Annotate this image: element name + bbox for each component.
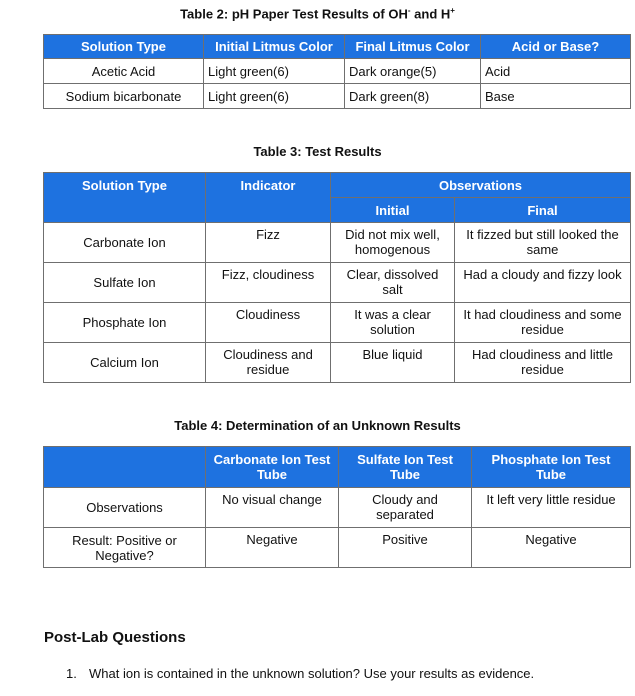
table3-cell-type: Carbonate Ion [44,223,206,263]
table2-cell: Dark orange(5) [345,59,481,84]
table3-cell-indicator: Fizz [206,223,331,263]
table3-cell-indicator: Fizz, cloudiness [206,263,331,303]
table4 [43,446,631,568]
table4-cell: Cloudy and separated [339,488,472,528]
table3-header-indicator: Indicator [206,173,331,223]
table2-caption: Table 2: pH Paper Test Results of OH- and H+ [180,6,455,22]
table3-cell-indicator: Cloudiness [206,303,331,343]
question-number: 1. [66,666,77,681]
table3-cell-initial: It was a clear solution [331,303,455,343]
table4-cell: Negative [472,528,631,568]
table4-cell: It left very little residue [472,488,631,528]
table3-cell-type: Calcium Ion [44,343,206,383]
table2-header-initial-color: Initial Litmus Color [204,35,345,59]
table4-row-label: Result: Positive or Negative? [44,528,206,568]
table-row [44,84,631,109]
postlab-heading: Post-Lab Questions [44,629,186,646]
table2-header-acid-or-base: Acid or Base? [481,35,631,59]
table3-cell-final: Had cloudiness and little residue [455,343,631,383]
table-row [44,528,631,568]
table4-caption: Table 4: Determination of an Unknown Results [174,418,461,433]
table4-cell: Negative [206,528,339,568]
table3-cell-initial: Blue liquid [331,343,455,383]
table2-cell: Light green(6) [204,84,345,109]
table3-header-observations: Observations [331,173,631,198]
table3-header-solution-type: Solution Type [44,173,206,223]
table2 [43,34,631,109]
table-row [44,263,631,303]
table2-header-solution-type: Solution Type [44,35,204,59]
table2-cell: Sodium bicarbonate [44,84,204,109]
table2-cell: Acid [481,59,631,84]
table4-cell: Positive [339,528,472,568]
question-text: What ion is contained in the unknown solution? Use your results as evidence. [89,666,535,681]
table4-header-blank [44,447,206,488]
table2-header-final-color: Final Litmus Color [345,35,481,59]
table3-cell-type: Phosphate Ion [44,303,206,343]
table3-header-final: Final [455,198,631,223]
table4-header-sulfate: Sulfate Ion Test Tube [339,447,472,488]
table-row [44,59,631,84]
table2-cell: Acetic Acid [44,59,204,84]
table4-row-label: Observations [44,488,206,528]
table2-cell: Dark green(8) [345,84,481,109]
table4-header-phosphate: Phosphate Ion Test Tube [472,447,631,488]
table-row [44,488,631,528]
table3-cell-type: Sulfate Ion [44,263,206,303]
table-row [44,223,631,263]
table3-caption: Table 3: Test Results [253,144,382,159]
table3-header-initial: Initial [331,198,455,223]
table4-header-carbonate: Carbonate Ion Test Tube [206,447,339,488]
table3-cell-final: It had cloudiness and some residue [455,303,631,343]
table3-cell-initial: Clear, dissolved salt [331,263,455,303]
table3 [43,172,631,383]
table-row [44,343,631,383]
table3-cell-final: It fizzed but still looked the same [455,223,631,263]
table3-cell-initial: Did not mix well, homogenous [331,223,455,263]
table3-cell-final: Had a cloudy and fizzy look [455,263,631,303]
table-row [44,303,631,343]
table3-cell-indicator: Cloudiness and residue [206,343,331,383]
table2-cell: Light green(6) [204,59,345,84]
table2-cell: Base [481,84,631,109]
table4-cell: No visual change [206,488,339,528]
